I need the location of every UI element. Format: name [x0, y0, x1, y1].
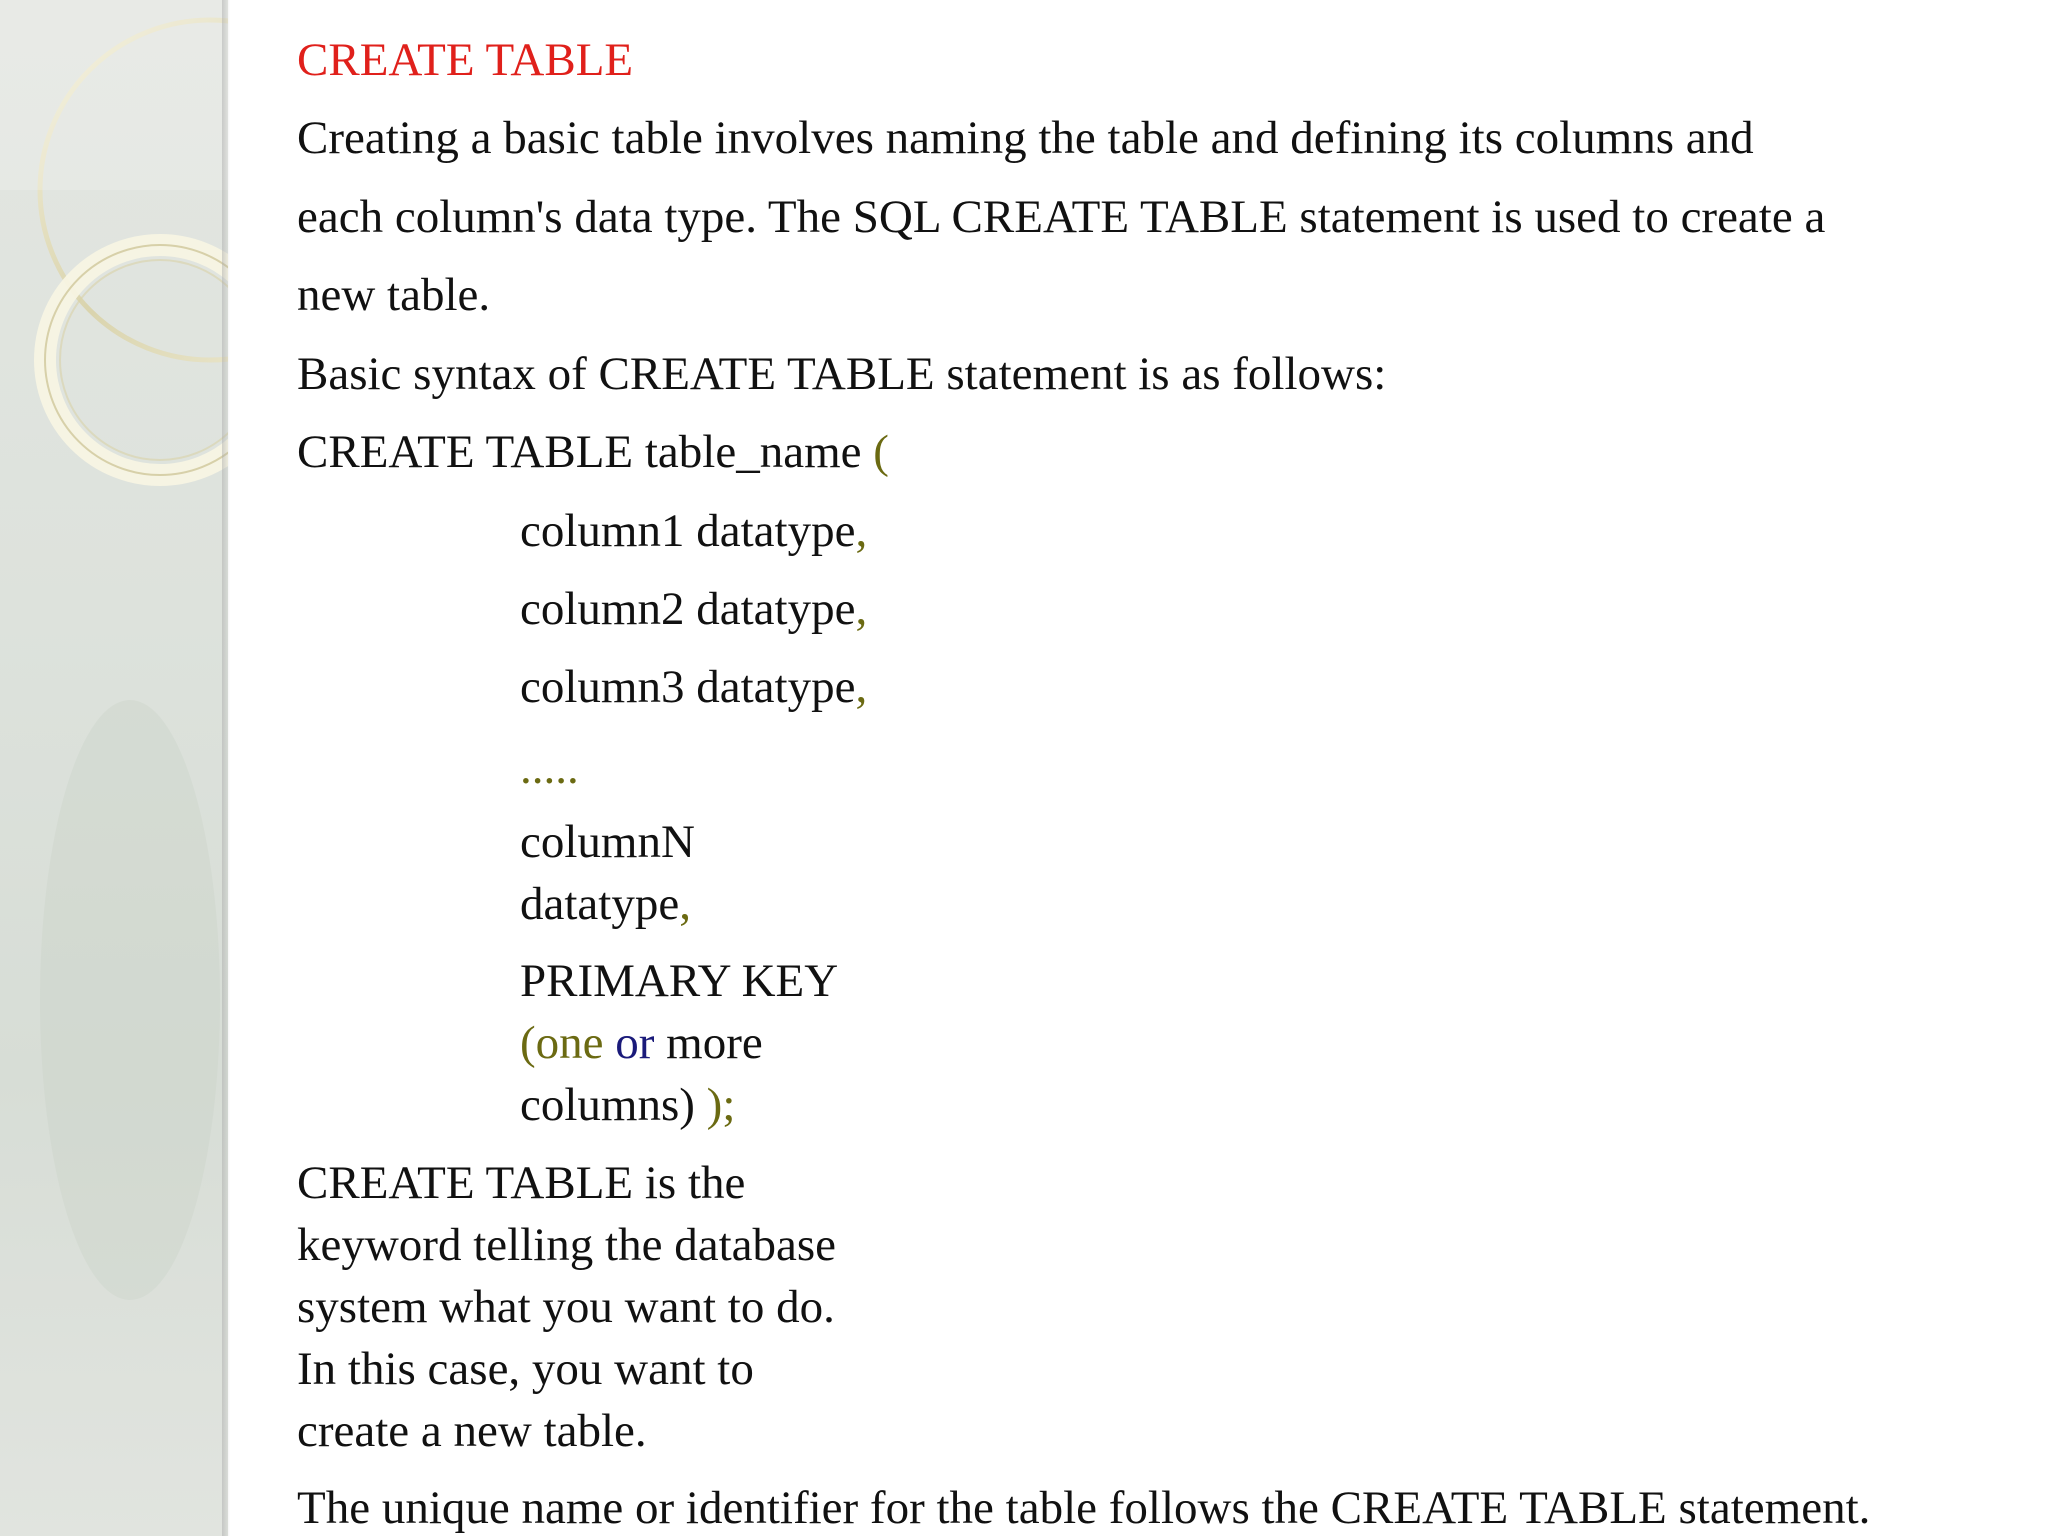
- syntax-pk-line-3: [520, 1077, 735, 1133]
- explain-line-1: CREATE TABLE is the: [297, 1157, 746, 1209]
- syntax-comma-1: ,: [855, 505, 868, 557]
- decorative-rings: [0, 0, 228, 1536]
- intro-line-2: each column's data type. The SQL CREATE TABLE statement is used to create a: [297, 191, 1826, 243]
- final-line: The unique name or identifier for the table follows the CREATE TABLE statement.: [297, 1482, 1871, 1534]
- syntax-comma-3: ,: [855, 661, 868, 713]
- decorative-side-panel: [0, 0, 228, 1536]
- explain-line-4: In this case, you want to: [297, 1343, 754, 1395]
- explain-line-3: system what you want to do.: [297, 1281, 835, 1333]
- syntax-intro: Basic syntax of CREATE TABLE statement is as follows:: [297, 348, 1387, 400]
- syntax-close: );: [706, 1079, 736, 1131]
- syntax-ellipsis: .....: [520, 742, 579, 794]
- syntax-head: CREATE TABLE table_name: [297, 426, 874, 478]
- explain-line-2: keyword telling the database: [297, 1219, 837, 1271]
- syntax-pk-open: (one: [520, 1017, 616, 1069]
- syntax-head-line: [297, 424, 889, 480]
- syntax-comma-2: ,: [855, 583, 868, 635]
- syntax-pk-more: more: [654, 1017, 763, 1069]
- syntax-column3-line: [520, 659, 867, 715]
- slide-title: CREATE TABLE: [297, 34, 634, 86]
- intro-line-3: new table.: [297, 269, 491, 321]
- syntax-column1: column1 datatype: [520, 505, 856, 557]
- panel-edge-shadow: [222, 0, 230, 1536]
- explain-line-5: create a new table.: [297, 1405, 647, 1457]
- syntax-column1-line: [520, 503, 867, 559]
- syntax-comma-N: ,: [679, 878, 691, 930]
- syntax-column2: column2 datatype: [520, 583, 856, 635]
- syntax-pk-columns: columns): [520, 1079, 707, 1131]
- syntax-columnN-type: datatype: [520, 878, 680, 930]
- syntax-pk-or: or: [615, 1017, 655, 1069]
- syntax-pk-line-2: [520, 1015, 763, 1071]
- syntax-columnN: columnN: [520, 816, 695, 868]
- syntax-primary-key: PRIMARY KEY: [520, 955, 839, 1007]
- syntax-columnN-type-line: [520, 876, 691, 932]
- intro-line-1: Creating a basic table involves naming the table and defining its columns and: [297, 112, 1754, 164]
- syntax-column3: column3 datatype: [520, 661, 856, 713]
- syntax-column2-line: [520, 581, 867, 637]
- syntax-open-paren: (: [873, 426, 889, 478]
